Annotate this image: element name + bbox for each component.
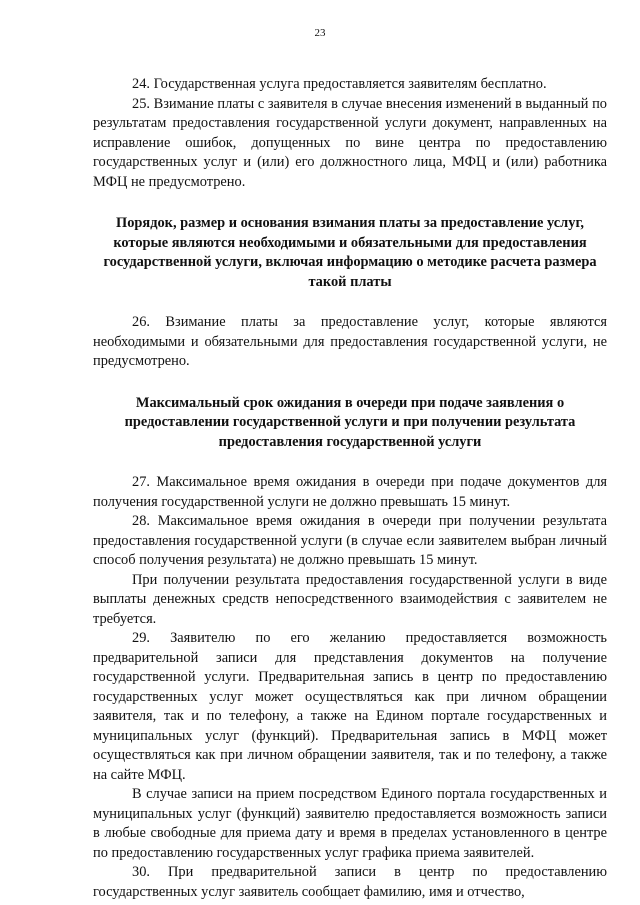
section-heading-fees: Порядок, размер и основания взимания платы за предоставление услуг, которые являются необходимыми и обязательными для предоставления государственной услуги, включая информацию о методике расчета размера такой платы xyxy=(103,215,597,290)
paragraph-25: 25. Взимание платы с заявителя в случае внесения изменений в выданный по результатам предоставления государственной услуги документ, направленных на исправление ошибок, допущенных по вине центра по предоставлению государственных услуг и (или) его должностного лица, МФЦ и (или) работника МФЦ не предусмотрено. xyxy=(93,95,607,190)
paragraph-29-note: В случае записи на прием посредством Единого портала государственных и муниципальных услуг (функций) заявителю предоставляется возможность записи в любые свободные для приема дату и время в пределах установленного в центре по предоставлению государственных услуг графика приема заявителей. xyxy=(93,786,607,861)
paragraph-28-note: При получении результата предоставления государственной услуги в виде выплаты денежных средств непосредственного взаимодействия с заявителем не требуется. xyxy=(93,571,607,627)
paragraph-24: 24. Государственная услуга предоставляется заявителям бесплатно. xyxy=(132,76,547,92)
paragraph-26: 26. Взимание платы за предоставление услуг, которые являются необходимыми и обязательными для предоставления государственной услуги, не предусмотрено. xyxy=(93,314,607,369)
paragraph-29: 29. Заявителю по его желанию предоставляется возможность предварительной записи для представления документов на получение государственной услуги. Предварительная запись в центр по предоставлению государственных услуг может осуществляться как при личном обращении заявителя, так и по телефону, а также на Едином портале государственных и муниципальных услуг (функций). Предварительная запись в МФЦ может осуществляться как при личном обращении заявителя, так и по телефону, а также на сайте МФЦ. xyxy=(93,630,607,783)
page-number: 23 xyxy=(314,27,326,39)
document-body xyxy=(93,64,607,902)
section-heading-waiting-time: Максимальный срок ожидания в очереди при подаче заявления о предоставлении государственной услуги и при получении результата предоставления государственной услуги xyxy=(124,394,576,450)
paragraph-30: 30. При предварительной записи в центр по предоставлению государственных услуг заявитель сообщает фамилию, имя и отчество, xyxy=(93,864,607,900)
paragraph-28: 28. Максимальное время ожидания в очереди при получении результата предоставления государственной услуги (в случае если заявителем выбран личный способ получения результата) не должно превышать 15 минут. xyxy=(93,513,607,568)
paragraph-27: 27. Максимальное время ожидания в очереди при подаче документов для получения государственной услуги не должно превышать 15 минут. xyxy=(93,474,607,510)
